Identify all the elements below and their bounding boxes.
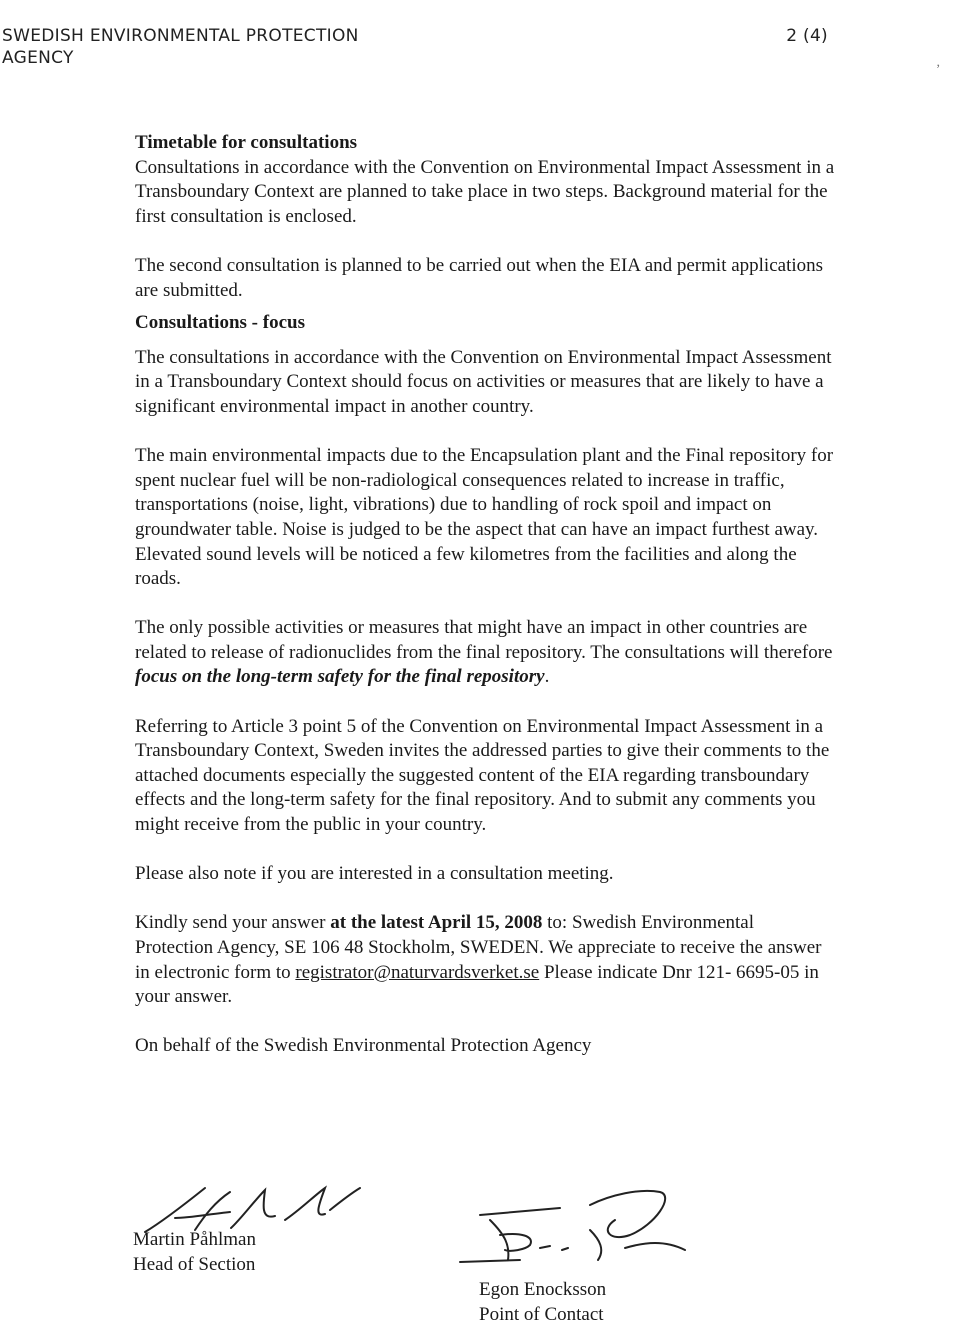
signatory-title: Head of Section — [133, 1253, 256, 1275]
page-number: 2 (4) — [786, 26, 828, 46]
paragraph-radionuclides — [135, 616, 835, 690]
paragraph-main-impacts: The main environmental impacts due to the Encapsulation plant and the Final repository for spent nuclear fuel will be non-radiological consequences related to increase in traffic, transportations (noise, light, vibrations) due to handling of rock spoil and impact on groundwater table. Noise is judged to be the aspect that can have an impact furthest away. Elevated sound levels will be noticed a few kilometres from the facilities and along the roads. — [135, 445, 834, 590]
radionuclides-end: . — [544, 666, 550, 688]
paragraph-on-behalf: On behalf of the Swedish Environmental Protection Agency — [135, 1035, 592, 1057]
paragraph-send-answer — [135, 911, 835, 1009]
paragraph-article-3: Referring to Article 3 point 5 of the Convention on Environmental Impact Assessment in a Transboundary Context, Sweden invites the addressed parties to give their comments to the attached documents especially the suggested content of the EIA regarding transboundary effects and the long-term safety for the final repository. And to submit any comments you might receive from the public in your country. — [135, 715, 830, 836]
paragraph-focus-scope: The consultations in accordance with the Convention on Environmental Impact Assessment in a Transboundary Context should focus on activities or measures that are likely to have a significant environmental impact in another country. — [135, 346, 832, 417]
signatory-enocksson — [479, 1278, 606, 1327]
section-title-timetable: Timetable for consultations — [135, 132, 358, 153]
margin-mark: , — [936, 55, 940, 70]
paragraph-consultation-meeting: Please also note if you are interested in a consultation meeting. — [135, 863, 614, 885]
emphasis-long-term-safety: focus on the long-term safety for the final repository — [135, 666, 545, 688]
paragraph-timetable-steps: Consultations in accordance with the Convention on Environmental Impact Assessment in a Transboundary Context are planned to take place in two steps. Background material for the first consultation is enclosed. — [135, 156, 835, 227]
organization-header: SWEDISH ENVIRONMENTAL PROTECTION AGENCY — [2, 26, 359, 68]
deadline-text: at the latest April 15, 2008 — [330, 912, 543, 934]
signatory-name: Martin Påhlman — [133, 1229, 256, 1250]
send-answer-end: Please indicate Dnr 121- 6695-05 in your answer. — [135, 961, 819, 1008]
paragraph-second-consultation: The second consultation is planned to be carried out when the EIA and permit applications are submitted. — [135, 254, 824, 301]
signatory-title: Point of Contact — [479, 1303, 604, 1325]
signatory-name: Egon Enocksson — [479, 1279, 607, 1300]
send-answer-address: to: Swedish Environmental Protection Agency, SE 106 48 Stockholm, SWEDEN. We appreciate to receive the answer in electronic form to — [135, 912, 822, 983]
email-link[interactable]: registrator@naturvardsverket.se — [295, 961, 540, 983]
letter-body — [135, 131, 835, 1059]
radionuclides-text: The only possible activities or measures that might have an impact in other countries are related to release of radionuclides from the final repository. The consultations will therefore — [135, 617, 833, 663]
signatory-pahlman — [133, 1228, 256, 1277]
section-title-focus: Consultations - focus — [135, 312, 305, 334]
send-answer-text: Kindly send your answer — [135, 912, 331, 934]
signature-enocksson — [450, 1180, 700, 1275]
